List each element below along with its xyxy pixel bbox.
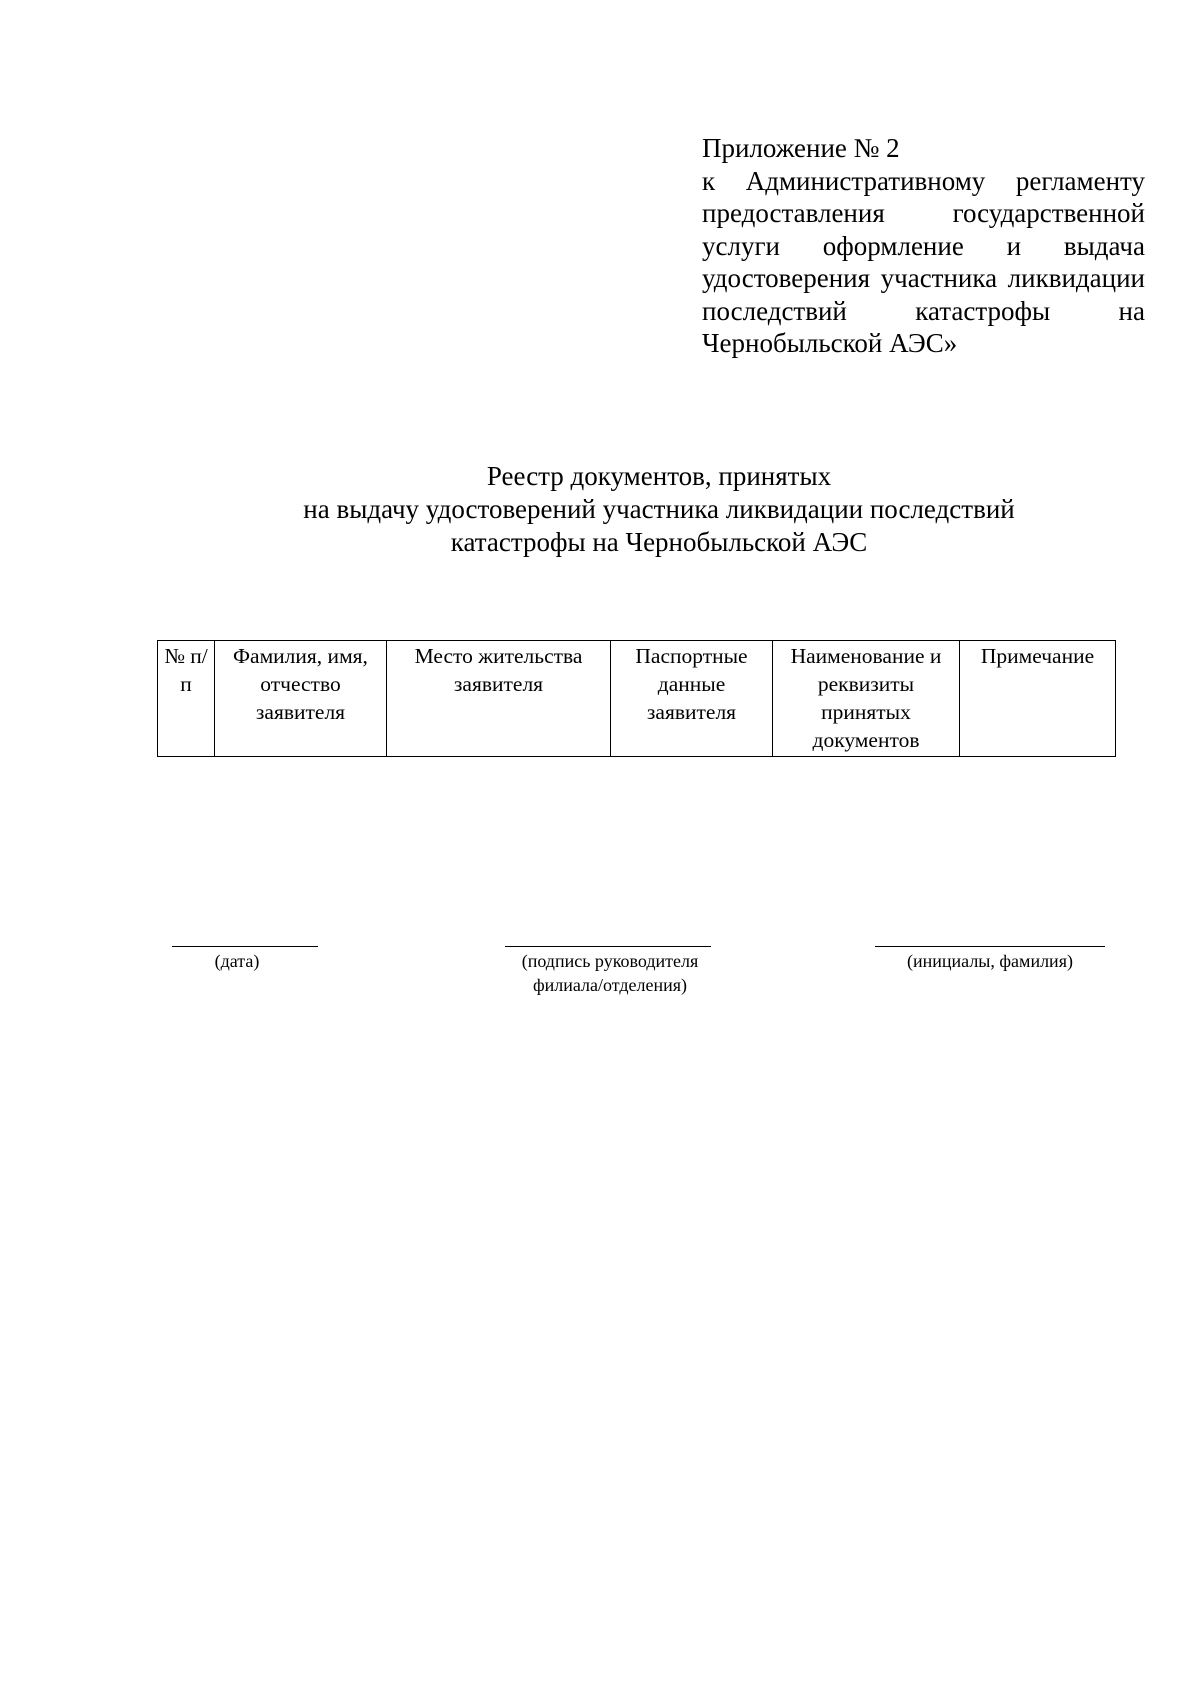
name-signature-field	[875, 946, 1105, 973]
signature-caption: (подпись руководителя филиала/отделения)	[521, 951, 699, 995]
header-number: № п/п	[158, 641, 215, 757]
date-line	[172, 946, 318, 947]
manager-signature-field	[505, 946, 715, 997]
header-passport: Паспортные данные заявителя	[611, 641, 773, 757]
header-residence: Место жительства заявителя	[387, 641, 611, 757]
name-line	[875, 946, 1105, 947]
appendix-number: Приложение № 2	[702, 133, 900, 163]
registry-table	[157, 640, 1116, 757]
header-full-name: Фамилия, имя, отчество заявителя	[215, 641, 387, 757]
appendix-reference: к Административному регламенту предоставления государственной услуги оформление и выдача удостоверения участника ликвидации последствий катастрофы на Чернобыльской АЭС»	[702, 165, 1145, 358]
date-signature-field	[172, 946, 318, 973]
title-line-3: катастрофы на Чернобыльской АЭС	[450, 527, 868, 557]
date-caption: (дата)	[214, 951, 260, 971]
title-line-1: Реестр документов, принятых	[486, 461, 832, 491]
title-line-2: на выдачу удостоверений участника ликвидации последствий	[303, 494, 1015, 524]
signature-line	[505, 946, 711, 947]
document-title	[0, 460, 1200, 559]
name-caption: (инициалы, фамилия)	[907, 951, 1073, 971]
table-header-row	[158, 641, 1116, 757]
header-note: Примечание	[960, 641, 1116, 757]
appendix-block	[702, 132, 1145, 360]
header-documents: Наименование и реквизиты принятых документов	[773, 641, 960, 757]
